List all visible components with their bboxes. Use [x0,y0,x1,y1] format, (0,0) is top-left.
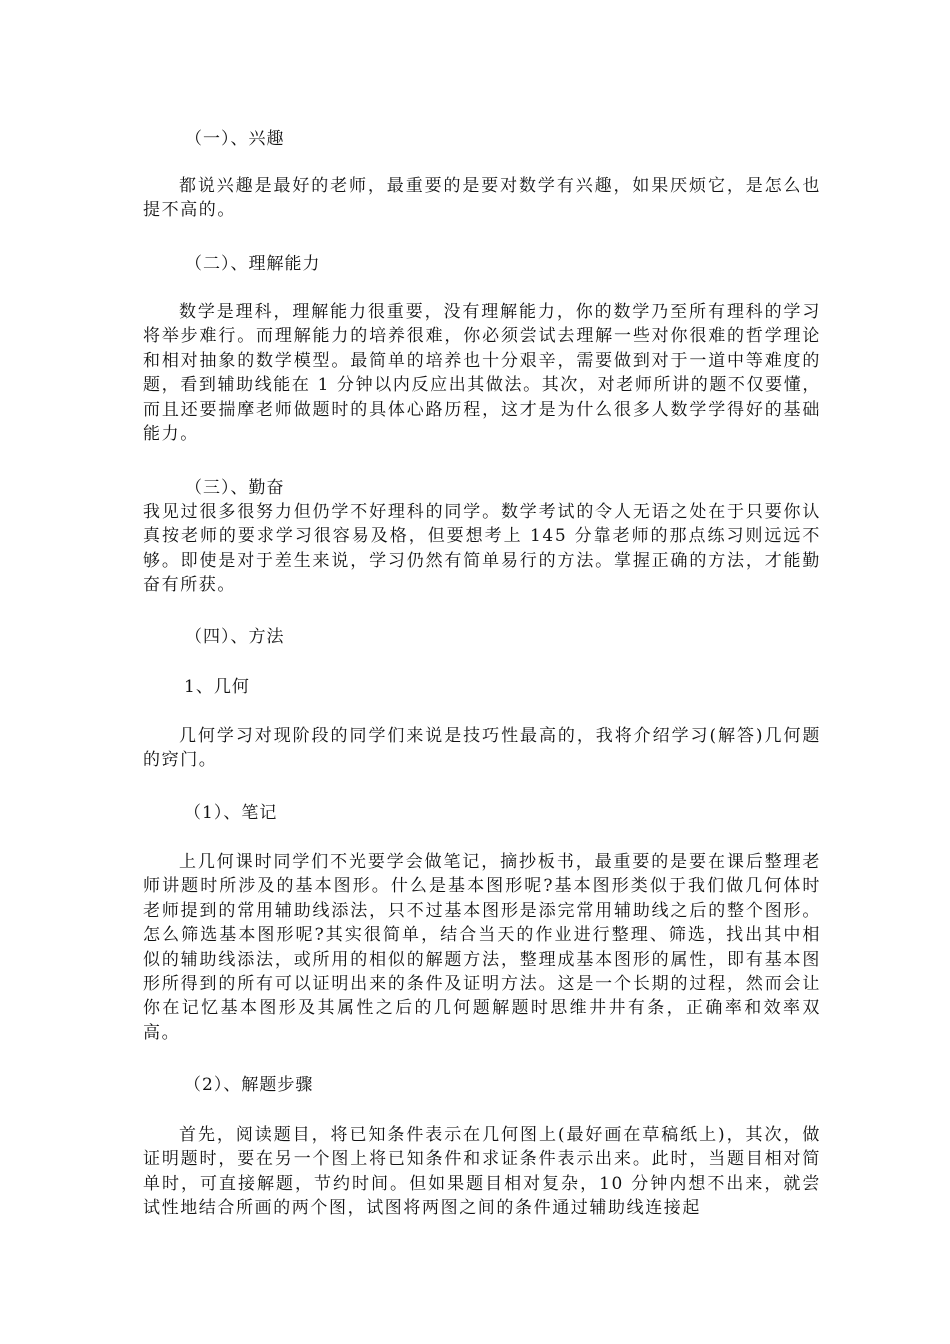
section-heading-interest: （一）、兴趣 [185,129,285,149]
paragraph-geometry: 几何学习对现阶段的同学们来说是技巧性最高的，我将介绍学习(解答)几何题的窍门。 [143,726,821,771]
section-heading-method: （四）、方法 [185,627,285,647]
paragraph-understanding: 数学是理科，理解能力很重要，没有理解能力，你的数学乃至所有理科的学习将举步难行。而理解能力的培养很难，你必须尝试去理解一些对你很难的哲学理论和相对抽象的数学模型。最简单的培养也十分艰辛，需要做到对于一道中等难度的题，看到辅助线能在 1 分钟以内反应出其做法。其次，对老师所讲的题不仅要懂，而且还要揣摩老师做题时的具体心路历程，这才是为什么很多人数学学得好的基础能力。 [143,302,821,445]
subsection-heading-geometry: 1、几何 [184,677,250,697]
paragraph-diligence: 我见过很多很努力但仍学不好理科的同学。数学考试的令人无语之处在于只要你认真按老师的要求学习很容易及格，但要想考上 145 分靠老师的那点练习则远远不够。即使是对于差生来说，学习仍然有简单易行的方法。掌握正确的方法，才能勤奋有所获。 [143,502,821,596]
subsection-heading-steps: （2）、解题步骤 [184,1075,314,1095]
section-heading-understanding: （二）、理解能力 [185,254,321,274]
paragraph-notes: 上几何课时同学们不光要学会做笔记，摘抄板书，最重要的是要在课后整理老师讲题时所涉及的基本图形。什么是基本图形呢?基本图形类似于我们做几何体时老师提到的常用辅助线添法，只不过基本图形是添完常用辅助线之后的整个图形。怎么筛选基本图形呢?其实很简单，结合当天的作业进行整理、筛选，找出其中相似的辅助线添法，或所用的相似的解题方法，整理成基本图形的属性，即有基本图形所得到的所有可以证明出来的条件及证明方法。这是一个长期的过程，然而会让你在记忆基本图形及其属性之后的几何题解题时思维井井有条，正确率和效率双高。 [143,852,821,1043]
section-heading-diligence: （三）、勤奋 [185,478,285,498]
paragraph-interest: 都说兴趣是最好的老师，最重要的是要对数学有兴趣，如果厌烦它，是怎么也提不高的。 [143,176,821,221]
subsection-heading-notes: （1）、笔记 [184,803,278,823]
paragraph-steps: 首先，阅读题目，将已知条件表示在几何图上(最好画在草稿纸上)，其次，做证明题时，要在另一个图上将已知条件和求证条件表示出来。此时，当题目相对简单时，可直接解题，节约时间。但如果题目相对复杂，10 分钟内想不出来，就尝试性地结合所画的两个图，试图将两图之间的条件通过辅助线连接起 [143,1125,821,1219]
